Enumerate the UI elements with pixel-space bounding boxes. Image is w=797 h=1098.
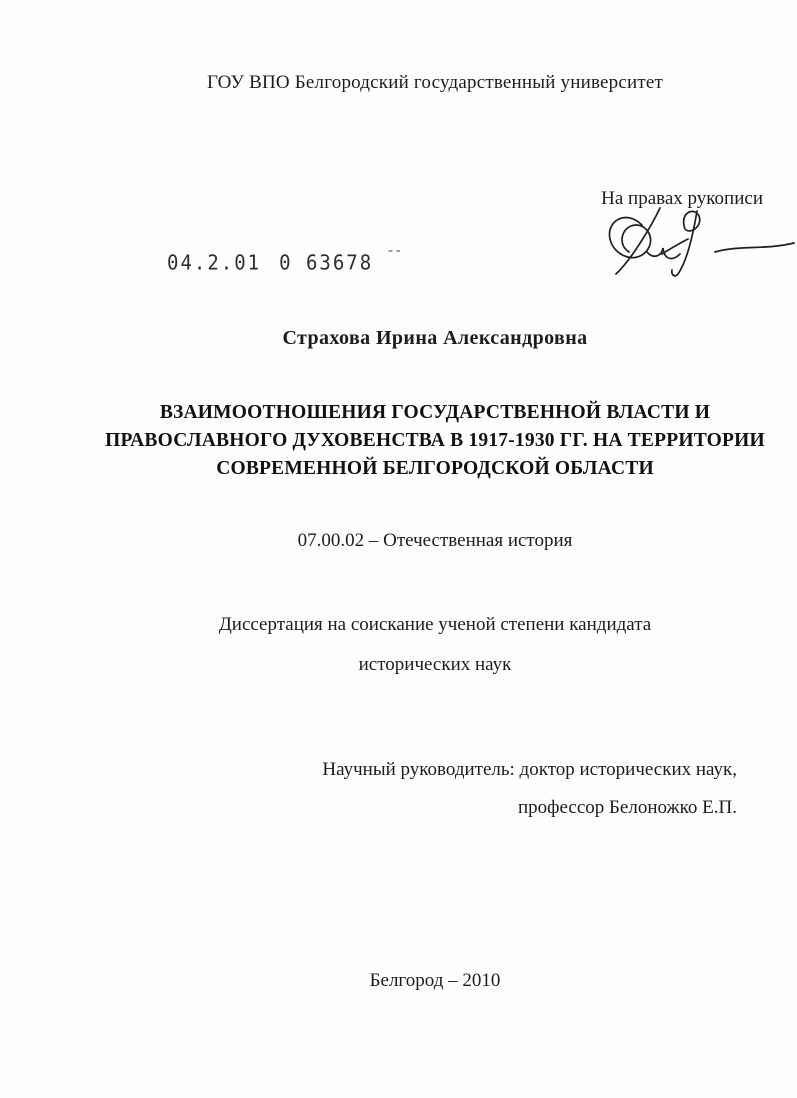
supervisor-line-1: Научный руководитель: доктор исторических наук, — [322, 759, 737, 780]
university-line: ГОУ ВПО Белгородский государственный университет — [206, 72, 664, 93]
author-name: Страхова Ирина Александровна — [282, 327, 588, 349]
title-line-1: ВЗАИМООТНОШЕНИЯ ГОСУДАРСТВЕННОЙ ВЛАСТИ И — [159, 402, 711, 423]
city-year: Белгород – 2010 — [369, 970, 501, 991]
signature-icon — [598, 203, 797, 283]
stamp-code-right: 0 63678 — [279, 251, 374, 275]
supervisor-line-2: профессор Белоножко Е.П. — [518, 797, 737, 818]
degree-line-1: Диссертация на соискание ученой степени кандидата — [218, 614, 652, 635]
title-line-2: ПРАВОСЛАВНОГО ДУХОВЕНСТВА В 1917-1930 ГГ. НА ТЕРРИТОРИИ — [105, 430, 765, 451]
supervisor-block — [322, 751, 737, 827]
degree-block — [105, 605, 765, 685]
degree-line-2: исторических наук — [358, 654, 512, 675]
catalog-stamp — [167, 249, 402, 275]
dissertation-title — [105, 399, 765, 483]
stamp-mark: ¯¯ — [386, 249, 403, 266]
title-line-3: СОВРЕМЕННОЙ БЕЛГОРОДСКОЙ ОБЛАСТИ — [216, 458, 654, 479]
manuscript-note: На правах рукописи — [601, 188, 763, 209]
specialty-line: 07.00.02 – Отечественная история — [297, 530, 573, 551]
stamp-code-left: 04.2.01 — [167, 251, 262, 275]
